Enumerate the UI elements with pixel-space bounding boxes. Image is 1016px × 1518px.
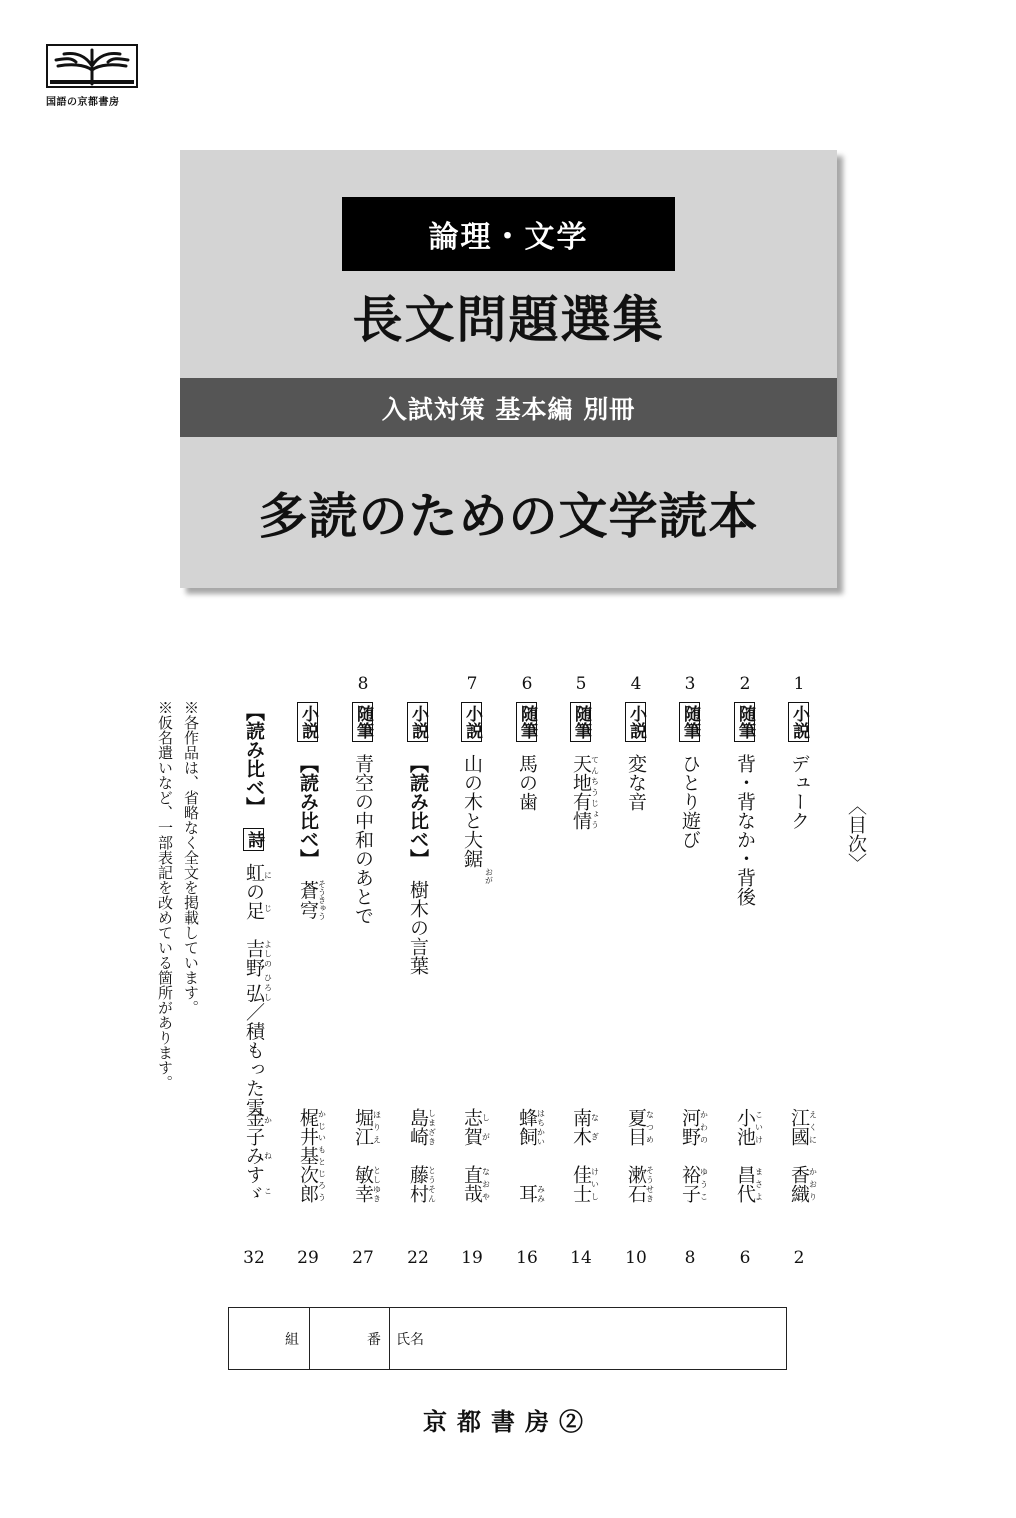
genre-tag: 小説 bbox=[297, 702, 318, 742]
cover-panel bbox=[180, 150, 837, 588]
entry-author: 南木なぎ 佳士けいし bbox=[570, 1108, 600, 1203]
toc-entry bbox=[509, 676, 545, 1272]
genre-tag: 小説 bbox=[461, 702, 482, 742]
entry-page: 16 bbox=[516, 1248, 538, 1268]
toc-entry bbox=[727, 676, 763, 1272]
entry-title: 虹の足にじ bbox=[243, 863, 273, 920]
entry-title: デューク bbox=[788, 754, 810, 830]
genre-tag: 小説 bbox=[407, 702, 428, 742]
entry-title: 背・背なか・背後 bbox=[734, 754, 756, 906]
toc-entry bbox=[400, 676, 436, 1272]
entry-page: 8 bbox=[684, 1248, 696, 1268]
genre-tag: 随筆 bbox=[734, 702, 755, 742]
entry-title: 樹木の言葉 bbox=[407, 880, 429, 975]
entry-number: 5 bbox=[575, 674, 587, 694]
compare-label: 【読み比べ】 bbox=[407, 754, 429, 868]
entry-author: 堀江ほりえ 敏幸としゆき bbox=[352, 1108, 382, 1203]
class-label: 組 bbox=[285, 1331, 299, 1348]
tree-icon bbox=[46, 44, 138, 88]
entry-page: 22 bbox=[407, 1248, 429, 1268]
class-field[interactable] bbox=[229, 1308, 310, 1369]
genre-tag: 随筆 bbox=[570, 702, 591, 742]
entry-number: 3 bbox=[684, 674, 696, 694]
entry-author-2: 吉野 弘よしの ひろし bbox=[243, 939, 273, 1003]
entry-page: 14 bbox=[570, 1248, 592, 1268]
publisher-logo bbox=[46, 44, 138, 108]
genre-tag: 随筆 bbox=[679, 702, 700, 742]
entry-number: 2 bbox=[739, 674, 751, 694]
entry-title: 天地有情てんちうじょう bbox=[570, 754, 600, 830]
genre-tag: 随筆 bbox=[516, 702, 537, 742]
name-form bbox=[228, 1307, 787, 1370]
entry-author: 蜂飼はちかい 耳みみ bbox=[516, 1108, 546, 1203]
toc-entry bbox=[345, 676, 381, 1272]
entry-number: 8 bbox=[357, 674, 369, 694]
entry-author: 金子みすゞかねこ bbox=[243, 1108, 273, 1203]
compare-label: 【読み比べ】 bbox=[243, 702, 265, 816]
entry-page: 19 bbox=[461, 1248, 483, 1268]
toc-entry: 【読み比べ】詩虹の足にじ 吉野 弘よしの ひろし／積もった雪 金子みすゞかねこ 32 bbox=[236, 676, 272, 1272]
name-field[interactable] bbox=[390, 1308, 786, 1369]
toc-entry bbox=[290, 676, 326, 1272]
entry-title-2: 積もった雪 bbox=[243, 1021, 265, 1117]
toc-entry bbox=[672, 676, 708, 1272]
entry-author: 志賀しが 直哉なおや bbox=[461, 1108, 491, 1203]
toc-entry: 7 小説山の木と大鋸おが 志賀しが 直哉なおや 19 bbox=[454, 676, 490, 1272]
compare-label: 【読み比べ】 bbox=[297, 754, 319, 868]
cover-title: 長文問題選集 bbox=[352, 291, 665, 349]
entry-number: 4 bbox=[630, 674, 642, 694]
entry-number: 6 bbox=[521, 674, 533, 694]
entry-author: 江國えくに 香織かおり bbox=[788, 1108, 818, 1203]
entry-number: 1 bbox=[793, 674, 805, 694]
entry-title: ひとり遊び bbox=[679, 754, 701, 849]
entry-page: 10 bbox=[625, 1248, 647, 1268]
genre-tag: 詩 bbox=[243, 828, 264, 851]
genre-tag: 小説 bbox=[625, 702, 646, 742]
entry-title: 馬の歯 bbox=[516, 754, 538, 811]
entry-title: 蒼穹そうきゅう bbox=[297, 880, 327, 920]
toc-entry bbox=[563, 676, 599, 1272]
number-label: 番 bbox=[367, 1331, 381, 1348]
toc-heading: 〈目次〉 bbox=[845, 796, 867, 872]
entry-author: 小池こいけ 昌代まさよ bbox=[734, 1108, 764, 1203]
entry-author: 河野かわの 裕子ゆうこ bbox=[679, 1108, 709, 1203]
number-field[interactable] bbox=[310, 1308, 390, 1369]
cover-subtitle: 入試対策 基本編 別冊 bbox=[180, 378, 837, 437]
entry-page: 27 bbox=[352, 1248, 374, 1268]
cover-label: 論理・文学 bbox=[342, 197, 675, 271]
toc-entry bbox=[781, 676, 817, 1272]
notes bbox=[152, 700, 204, 1120]
cover-main-title: 多読のための文学読本 bbox=[258, 488, 759, 545]
toc-entry bbox=[618, 676, 654, 1272]
entry-title: 山の木と大鋸 bbox=[461, 754, 483, 868]
entry-author: 梶井基次郎かじいもとじろう bbox=[297, 1108, 327, 1203]
note-2: ※仮名遣いなど、一部表記を改めている箇所があります。 bbox=[156, 700, 174, 1090]
genre-tag: 随筆 bbox=[352, 702, 373, 742]
entry-author: 島崎しまざき 藤村とうそん bbox=[407, 1108, 437, 1203]
entry-author: 夏目なつめ 漱石そうせき bbox=[625, 1108, 655, 1203]
entry-page: 32 bbox=[243, 1248, 265, 1268]
publisher-name: 京都書房② bbox=[423, 1407, 593, 1436]
entry-title: 青空の中和のあとで bbox=[352, 754, 374, 925]
entry-title: 変な音 bbox=[625, 754, 647, 811]
entry-page: 6 bbox=[739, 1248, 751, 1268]
logo-text: 国語の京都書房 bbox=[46, 97, 120, 108]
note-1: ※各作品は、省略なく全文を掲載しています。 bbox=[182, 700, 200, 1015]
entry-page: 2 bbox=[793, 1248, 805, 1268]
entry-number: 7 bbox=[466, 674, 478, 694]
entry-page: 29 bbox=[297, 1248, 319, 1268]
genre-tag: 小説 bbox=[788, 702, 809, 742]
name-label: 氏名 bbox=[396, 1331, 424, 1348]
